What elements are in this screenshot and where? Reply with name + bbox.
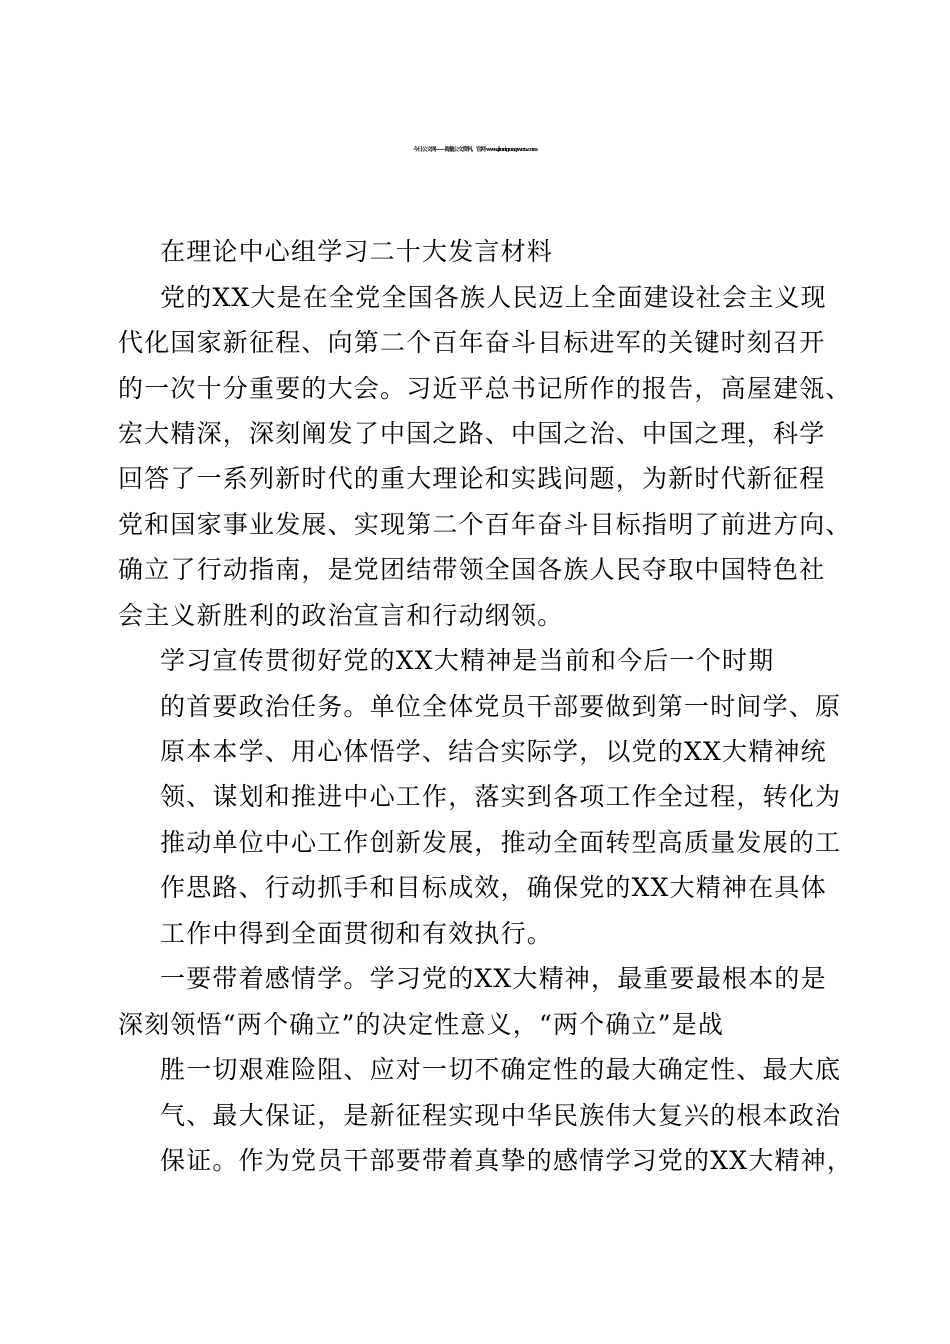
paragraph1-line: 回答了一系列新时代的重大理论和实践问题，为新时代新征程 — [118, 464, 826, 493]
document-title: 在理论中心组学习二十大发言材料 — [160, 237, 554, 266]
paragraph2-line: 推动单位中心工作创新发展，推动全面转型高质量发展的工 — [160, 828, 842, 857]
paragraph2-line: 学习宣传贯彻好党的XX大精神是当前和今后一个时期 — [160, 646, 775, 675]
paragraph1-line: 代化国家新征程、向第二个百年奋斗目标进军的关键时刻召开 — [118, 328, 826, 357]
paragraph2-line: 领、谋划和推进中心工作，落实到各项工作全过程，转化为 — [160, 782, 842, 811]
paragraph3-line: 一要带着感情学。学习党的XX大精神，最重要最根本的是 — [160, 964, 827, 993]
paragraph1-line: 党和国家事业发展、实现第二个百年奋斗目标指明了前进方向、 — [118, 510, 852, 539]
paragraph2-line: 作思路、行动抓手和目标成效，确保党的XX大精神在具体 — [160, 873, 827, 902]
paragraph2-line: 的首要政治任务。单位全体党员干部要做到第一时间学、原 — [160, 692, 842, 721]
paragraph1-line: 确立了行动指南，是党团结带领全国各族人民夺取中国特色社 — [118, 555, 826, 584]
site-header-banner: 今日公文网——海量公文资料，官网 www.jinrigongwen.com — [413, 147, 537, 153]
paragraph3-line: 气、最大保证，是新征程实现中华民族伟大复兴的根本政治 — [160, 1101, 842, 1130]
paragraph2-line: 原本本学、用心体悟学、结合实际学，以党的XX大精神统 — [160, 737, 827, 766]
paragraph1-line: 宏大精深，深刻阐发了中国之路、中国之治、中国之理，科学 — [118, 419, 826, 448]
paragraph3-line: 深刻领悟“两个确立”的决定性意义，“两个确立”是战 — [118, 1010, 725, 1039]
paragraph1-line: 会主义新胜利的政治宣言和行动纲领。 — [118, 601, 564, 630]
paragraph1-line: 党的XX大是在全党全国各族人民迈上全面建设社会主义现 — [160, 283, 827, 312]
paragraph3-line: 胜一切艰难险阻、应对一切不确定性的最大确定性、最大底 — [160, 1055, 842, 1084]
paragraph3-line: 保证。作为党员干部要带着真挚的感情学习党的XX大精神， — [160, 1146, 853, 1175]
paragraph1-line: 的一次十分重要的大会。习近平总书记所作的报告，高屋建瓴、 — [118, 374, 852, 403]
paragraph2-line: 工作中得到全面贯彻和有效执行。 — [160, 919, 554, 948]
